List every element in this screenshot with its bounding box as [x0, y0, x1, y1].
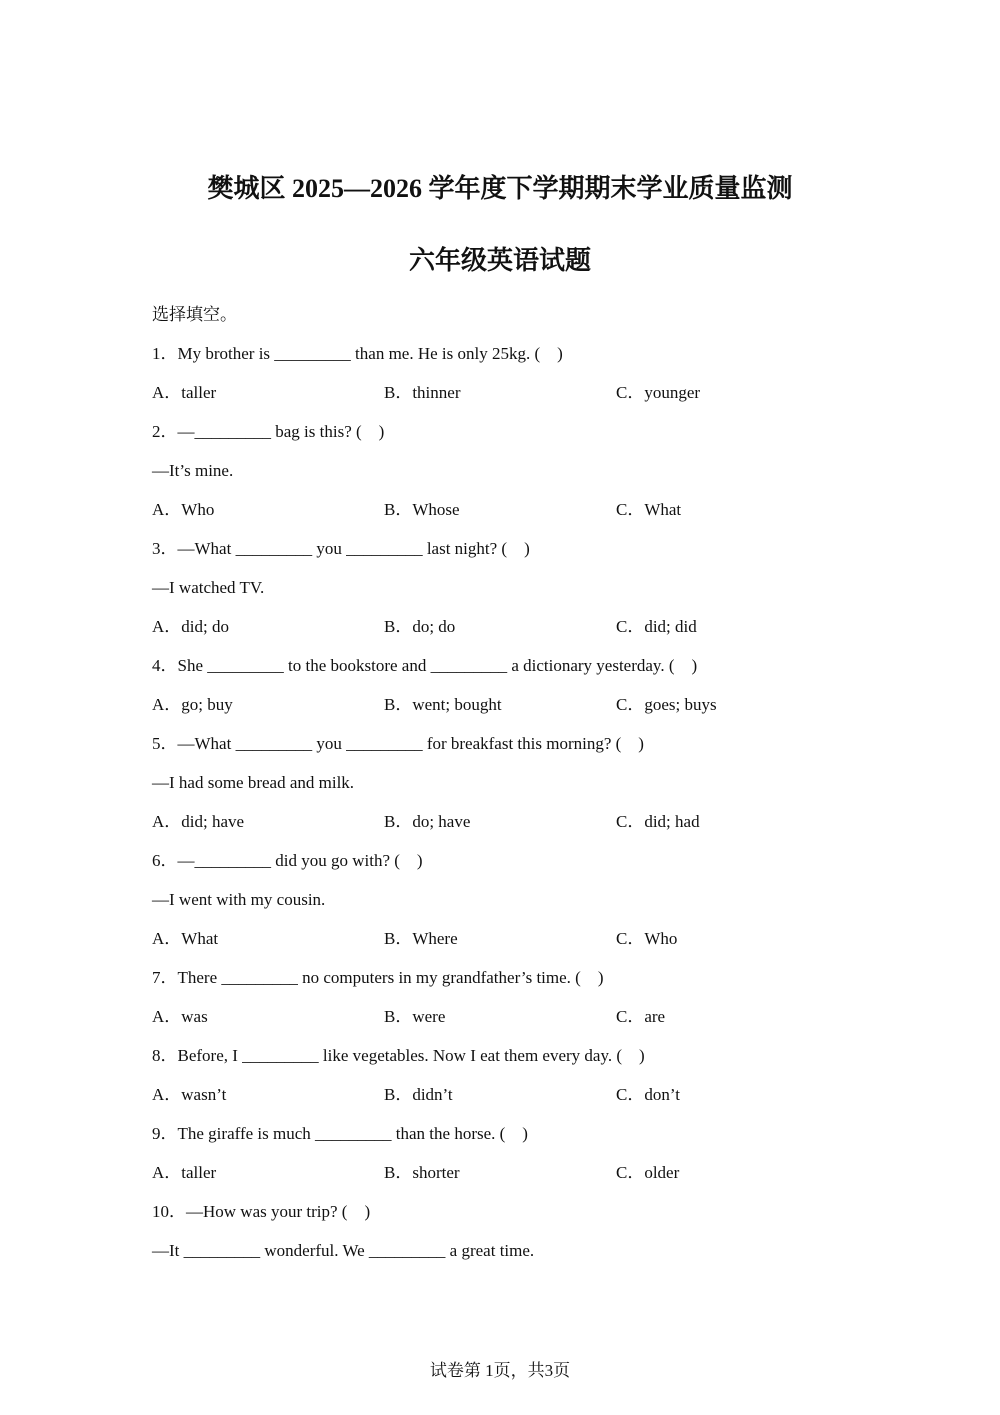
- option-c: C．don’t: [616, 1085, 680, 1104]
- question-stem: 8．Before, I _________ like vegetables. Now I eat them every day. ( ): [152, 1046, 645, 1065]
- question-list: [152, 302, 872, 1277]
- question-item: [152, 848, 872, 965]
- option-a: A．wasn’t: [152, 1085, 227, 1104]
- options-row: [152, 809, 872, 848]
- question-stem: 5．—What _________ you _________ for breakfast this morning? ( ): [152, 734, 644, 753]
- question-item: [152, 653, 872, 731]
- option-b: B．went; bought: [384, 695, 502, 714]
- question-item: [152, 1043, 872, 1121]
- option-c: C．Who: [616, 929, 678, 948]
- option-b: B．thinner: [384, 383, 461, 402]
- options-row: [152, 1082, 872, 1121]
- option-a: A．taller: [152, 383, 217, 402]
- option-a: A．did; do: [152, 617, 229, 636]
- question-stem: 4．She _________ to the bookstore and _________ a dictionary yesterday. ( ): [152, 656, 698, 675]
- option-c: C．What: [616, 500, 682, 519]
- question-stem: 9．The giraffe is much _________ than the horse. ( ): [152, 1124, 528, 1143]
- option-a: A．was: [152, 1007, 208, 1026]
- option-c: C．did; had: [616, 812, 700, 831]
- option-b: B．Where: [384, 929, 458, 948]
- question-stem: 1．My brother is _________ than me. He is only 25kg. ( ): [152, 344, 563, 363]
- options-row: [152, 1004, 872, 1043]
- question-item: [152, 965, 872, 1043]
- question-dialogue-line: —It _________ wonderful. We _________ a great time.: [152, 1241, 535, 1260]
- question-stem: 2．—_________ bag is this? ( ): [152, 422, 385, 441]
- question-dialogue-line: —I had some bread and milk.: [152, 773, 355, 792]
- question-stem: 3．—What _________ you _________ last night? ( ): [152, 539, 530, 558]
- page-footer: 试卷第 1页，共3页: [429, 1361, 571, 1380]
- question-item: [152, 1121, 872, 1199]
- question-dialogue-line: —I watched TV.: [152, 578, 265, 597]
- option-c: C．younger: [616, 383, 701, 402]
- exam-title: 樊城区 2025—2026 学年度下学期期末学业质量监测: [207, 174, 793, 203]
- options-row: [152, 1160, 872, 1199]
- option-c: C．goes; buys: [616, 695, 717, 714]
- option-b: B．shorter: [384, 1163, 460, 1182]
- question-item: [152, 1199, 872, 1277]
- section-heading: 选择填空。: [152, 305, 237, 324]
- option-c: C．are: [616, 1007, 666, 1026]
- option-a: A．did; have: [152, 812, 245, 831]
- options-row: [152, 614, 872, 653]
- option-c: C．did; did: [616, 617, 697, 636]
- option-a: A．What: [152, 929, 219, 948]
- options-row: [152, 692, 872, 731]
- options-row: [152, 926, 872, 965]
- question-item: [152, 731, 872, 848]
- option-b: B．didn’t: [384, 1085, 453, 1104]
- option-b: B．do; have: [384, 812, 471, 831]
- exam-subtitle: 六年级英语试题: [408, 246, 591, 275]
- option-c: C．older: [616, 1163, 680, 1182]
- question-item: [152, 341, 872, 419]
- question-stem: 10．—How was your trip? ( ): [152, 1202, 371, 1221]
- question-dialogue-line: —I went with my cousin.: [152, 890, 326, 909]
- question-item: [152, 536, 872, 653]
- option-b: B．do; do: [384, 617, 456, 636]
- options-row: [152, 380, 872, 419]
- option-b: B．were: [384, 1007, 446, 1026]
- option-a: A．Who: [152, 500, 215, 519]
- option-a: A．taller: [152, 1163, 217, 1182]
- question-dialogue-line: —It’s mine.: [152, 461, 234, 480]
- questions-container: [152, 341, 872, 1277]
- question-stem: 7．There _________ no computers in my grandfather’s time. ( ): [152, 968, 604, 987]
- question-stem: 6．—_________ did you go with? ( ): [152, 851, 423, 870]
- question-item: [152, 419, 872, 536]
- option-a: A．go; buy: [152, 695, 233, 714]
- option-b: B．Whose: [384, 500, 460, 519]
- options-row: [152, 497, 872, 536]
